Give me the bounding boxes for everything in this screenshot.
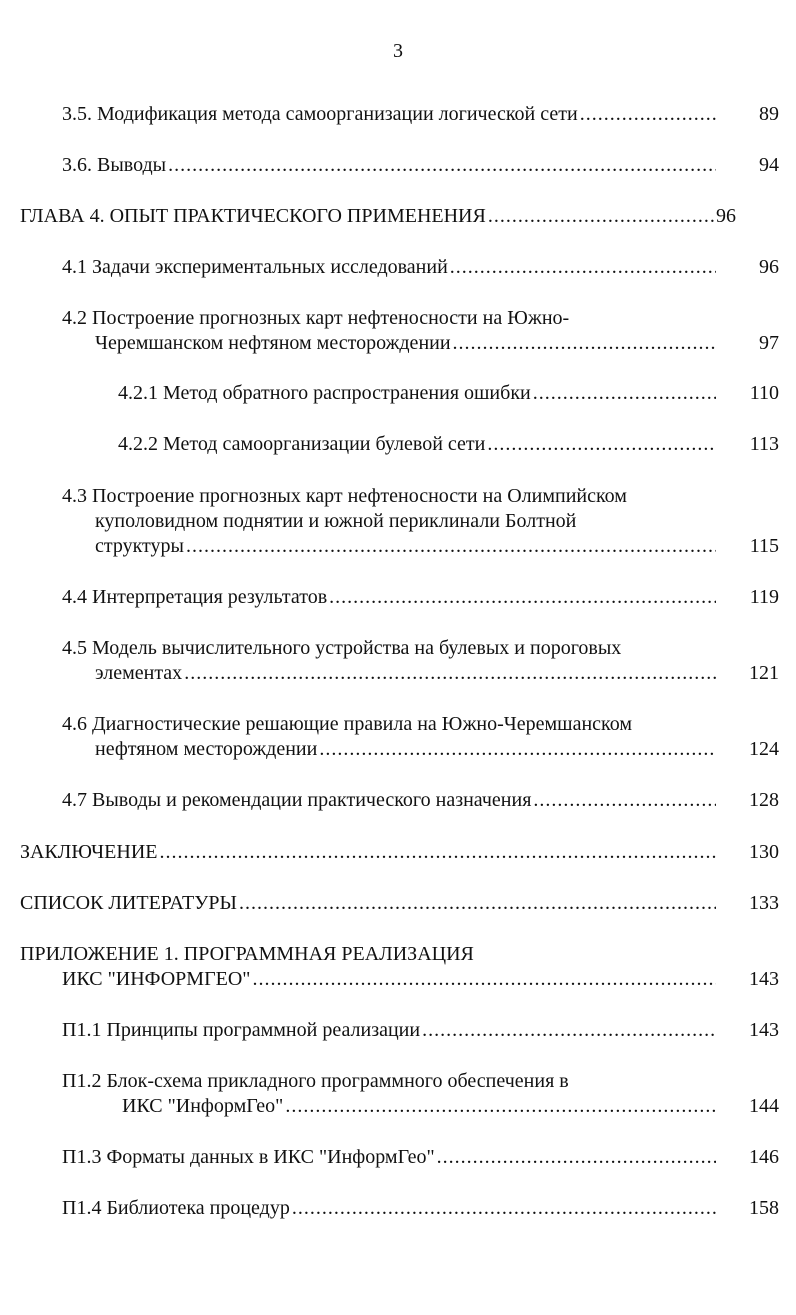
dot-leader bbox=[184, 661, 716, 686]
toc-entry-title-cont: структуры bbox=[95, 535, 184, 557]
toc-entry-chapter bbox=[20, 891, 779, 916]
toc-entry-page: 158 bbox=[749, 1197, 779, 1219]
toc-entry bbox=[62, 484, 779, 559]
dot-leader bbox=[437, 1145, 716, 1170]
toc-entry-page: 146 bbox=[749, 1146, 779, 1168]
toc-entry bbox=[62, 585, 779, 610]
toc-entry-page: 143 bbox=[749, 968, 779, 990]
toc-entry-title: П1.4 Библиотека процедур bbox=[62, 1197, 290, 1219]
toc-entry-title: 4.3 Построение прогнозных карт нефтеносности на Олимпийском bbox=[62, 485, 627, 507]
toc-entry bbox=[62, 1069, 779, 1119]
toc-entry bbox=[118, 432, 779, 457]
toc-entry bbox=[62, 788, 779, 813]
dot-leader bbox=[285, 1094, 716, 1119]
dot-leader bbox=[319, 737, 716, 762]
dot-leader bbox=[292, 1196, 716, 1221]
dot-leader bbox=[533, 381, 716, 406]
dot-leader bbox=[450, 255, 716, 280]
dot-leader bbox=[453, 331, 716, 356]
toc-entry-page: 96 bbox=[759, 256, 779, 278]
toc-entry-title: П1.2 Блок-схема прикладного программного обеспечения в bbox=[62, 1070, 569, 1092]
toc-entry-title-cont: ИКС "ИНФОРМГЕО" bbox=[62, 968, 251, 990]
toc-entry bbox=[62, 712, 779, 762]
dot-leader bbox=[159, 840, 716, 865]
toc-entry bbox=[62, 1196, 779, 1221]
toc-entry bbox=[62, 1018, 779, 1043]
toc-entry-title: 4.2.2 Метод самоорганизации булевой сети bbox=[118, 433, 486, 455]
toc-entry-title: ГЛАВА 4. ОПЫТ ПРАКТИЧЕСКОГО ПРИМЕНЕНИЯ bbox=[20, 205, 486, 227]
toc-entry-title: 4.6 Диагностические решающие правила на Южно-Черемшанском bbox=[62, 713, 633, 735]
toc-entry-page: 124 bbox=[749, 738, 779, 760]
toc-entry-title: 4.4 Интерпретация результатов bbox=[62, 586, 328, 608]
toc-entry-title: 4.7 Выводы и рекомендации практического назначения bbox=[62, 789, 532, 811]
toc-entry-page: 110 bbox=[749, 382, 779, 404]
toc-entry-page: 113 bbox=[749, 433, 779, 455]
toc-entry-title: 4.2.1 Метод обратного распространения ошибки bbox=[118, 382, 531, 404]
toc-entry-title: ЗАКЛЮЧЕНИЕ bbox=[20, 841, 158, 863]
toc-entry-title: 3.5. Модификация метода самоорганизации логической сети bbox=[62, 103, 578, 125]
toc-entry-page: 115 bbox=[749, 535, 779, 557]
toc-entry-title: 3.6. Выводы bbox=[62, 154, 167, 176]
dot-leader bbox=[488, 204, 716, 229]
toc-entry-chapter bbox=[20, 942, 779, 992]
toc-entry-title-cont: нефтяном месторождении bbox=[95, 738, 318, 760]
dot-leader bbox=[329, 585, 716, 610]
dot-leader bbox=[186, 534, 716, 559]
toc-entry-title: 4.1 Задачи экспериментальных исследований bbox=[62, 256, 448, 278]
toc-entry-title-cont: Черемшанском нефтяном месторождении bbox=[95, 332, 451, 354]
toc-entry-page: 119 bbox=[749, 586, 779, 608]
toc-entry-title: П1.3 Форматы данных в ИКС "ИнформГео" bbox=[62, 1146, 435, 1168]
toc-entry-page: 143 bbox=[749, 1019, 779, 1041]
toc-entry-title: 4.5 Модель вычислительного устройства на булевых и пороговых bbox=[62, 637, 622, 659]
dot-leader bbox=[487, 432, 716, 457]
toc-entry-title: СПИСОК ЛИТЕРАТУРЫ bbox=[20, 892, 237, 914]
toc-entry-chapter bbox=[20, 204, 736, 229]
page-number: 3 bbox=[393, 40, 403, 62]
toc-entry-page: 97 bbox=[759, 332, 779, 354]
toc-entry-page: 89 bbox=[759, 103, 779, 125]
toc-entry bbox=[62, 255, 779, 280]
toc-entry bbox=[118, 381, 779, 406]
toc-entry bbox=[62, 102, 779, 127]
dot-leader bbox=[239, 891, 716, 916]
toc-entry-page: 128 bbox=[749, 789, 779, 811]
toc-entry bbox=[62, 153, 779, 178]
toc-entry bbox=[62, 636, 779, 686]
dot-leader bbox=[533, 788, 716, 813]
toc-entry-title-cont: ИКС "ИнформГео" bbox=[122, 1095, 284, 1117]
toc-entry bbox=[62, 306, 779, 356]
toc-entry-title: П1.1 Принципы программной реализации bbox=[62, 1019, 421, 1041]
toc-entry-page: 133 bbox=[749, 892, 779, 914]
toc-entry-title-cont: куполовидном поднятии и южной периклинали Болтной bbox=[95, 510, 577, 532]
toc-entry-title: ПРИЛОЖЕНИЕ 1. ПРОГРАММНАЯ РЕАЛИЗАЦИЯ bbox=[20, 943, 474, 965]
dot-leader bbox=[252, 967, 716, 992]
dot-leader bbox=[580, 102, 716, 127]
toc-entry-chapter bbox=[20, 840, 779, 865]
toc-entry-page: 96 bbox=[716, 205, 736, 227]
toc-entry-page: 121 bbox=[749, 662, 779, 684]
toc-entry-title: 4.2 Построение прогнозных карт нефтеносности на Южно- bbox=[62, 307, 570, 329]
toc-entry-page: 144 bbox=[749, 1095, 779, 1117]
dot-leader bbox=[168, 153, 716, 178]
toc-entry bbox=[62, 1145, 779, 1170]
toc-entry-title-cont: элементах bbox=[95, 662, 183, 684]
toc-entry-page: 130 bbox=[749, 841, 779, 863]
toc-entry-page: 94 bbox=[759, 154, 779, 176]
dot-leader bbox=[422, 1018, 716, 1043]
